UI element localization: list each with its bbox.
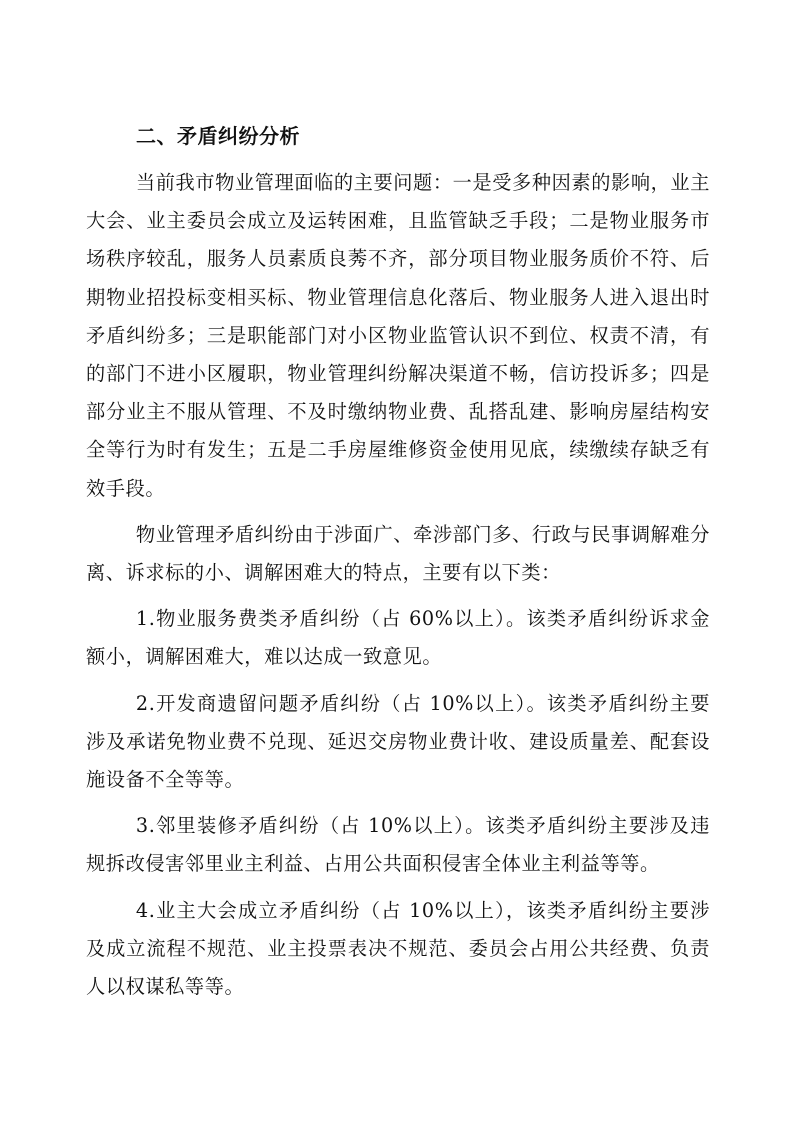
section-heading: 二、矛盾纠纷分析: [136, 124, 300, 148]
paragraph-item-2: 2.开发商遗留问题矛盾纠纷（占 10%以上）。该类矛盾纠纷主要涉及承诺免物业费不兑现、延迟交房物业费计收、建设质量差、配套设施设备不全等等。: [86, 691, 710, 792]
paragraph-dispute-characteristics: 物业管理矛盾纠纷由于涉面广、牵涉部门多、行政与民事调解难分离、诉求标的小、调解困难大的特点，主要有以下类：: [86, 522, 710, 585]
document-body: [86, 118, 710, 1014]
paragraph-item-1: 1.物业服务费类矛盾纠纷（占 60%以上）。该类矛盾纠纷诉求金额小，调解困难大，难以达成一致意见。: [86, 607, 710, 669]
paragraph-main-problems: 当前我市物业管理面临的主要问题：一是受多种因素的影响，业主大会、业主委员会成立及运转困难，且监管缺乏手段；二是物业服务市场秩序较乱，服务人员素质良莠不齐，部分项目物业服务质价不符、后期物业招投标变相买标、物业管理信息化落后、物业服务人进入退出时矛盾纠纷多；三是职能部门对小区物业监管认识不到位、权责不清，有的部门不进小区履职，物业管理纠纷解决渠道不畅，信访投诉多；四是部分业主不服从管理、不及时缴纳物业费、乱搭乱建、影响房屋结构安全等行为时有发生；五是二手房屋维修资金使用见底，续缴续存缺乏有效手段。: [86, 171, 710, 500]
paragraph-item-3: 3.邻里装修矛盾纠纷（占 10%以上）。该类矛盾纠纷主要涉及违规拆改侵害邻里业主利益、占用公共面积侵害全体业主利益等等。: [86, 814, 710, 876]
paragraph-item-4: 4.业主大会成立矛盾纠纷（占 10%以上），该类矛盾纠纷主要涉及成立流程不规范、业主投票表决不规范、委员会占用公共经费、负责人以权谋私等等。: [86, 898, 710, 999]
